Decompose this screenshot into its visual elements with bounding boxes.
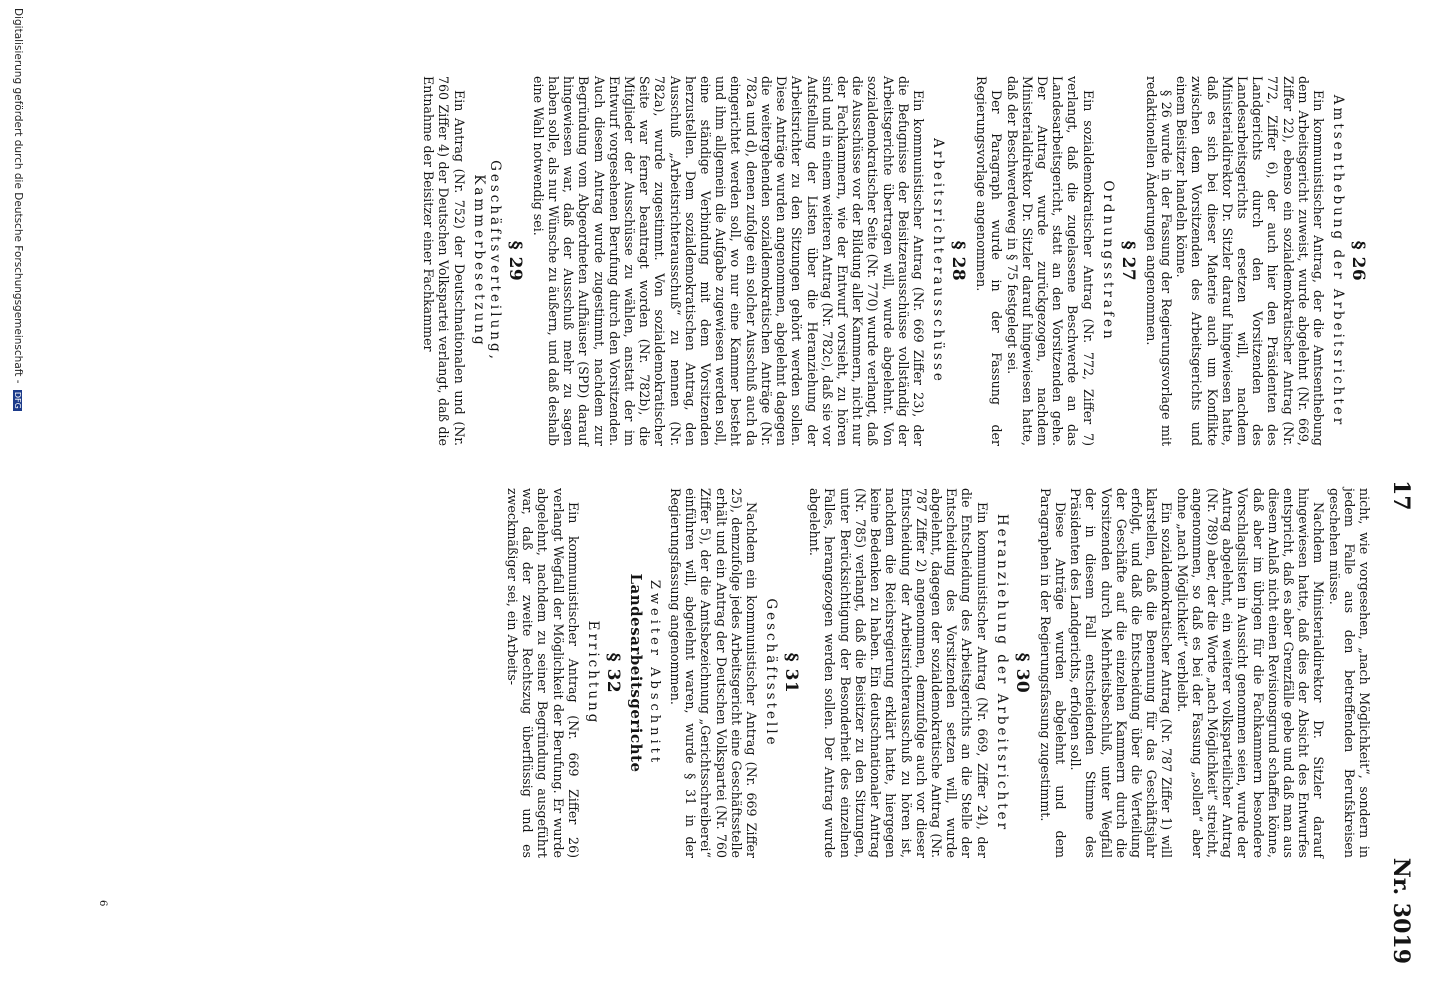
paragraph: Ein kommunistischer Antrag (Nr. 669, Ziffer 24), der die Entscheidung des Arbeitsgerichts an die Stelle der Entscheidung des Vorsitzenden setzen will, wurde abgelehnt, dagegen der sozialdemokratische Antrag (Nr. 787 Ziffer 2) angenommen, demzufolge auch vor dieser Entscheidung der Arbeitsrichterausschuß zu hören ist, nachdem die Reichsregierung erklärt hatte, hiergegen keine Bedenken zu haben. Ein deutschnationaler Antrag (Nr. 785) verlangt, daß die Beisitzer zu den Sitzungen, unter Berücksichtigung der Besonderheit des einzelnen Falles, herangezogen werden sollen. Der Antrag wurde abgelehnt. bbox=[807, 488, 990, 858]
section bbox=[974, 76, 1138, 446]
paragraph: Ein kommunistischer Antrag, der die Amtsenthebung dem Arbeitsgericht zuweist, wurde abgelehnt (Nr. 669, Ziffer 22), ebenso ein sozialdemokratischer Antrag (Nr. 772, Ziffer 6), der auch hier den Präsidenten des Landgerichts durch den Vorsitzenden des Landesarbeitsgerichts ersetzen will, nachdem Ministerialdirektor Dr. Sitzler darauf hingewiesen hatte, daß es sich bei dieser Materie auch um Konflikte zwischen dem Vorsitzenden des Arbeitsgerichts und einem Beisitzer handeln könne. bbox=[1174, 76, 1326, 446]
signature-mark: 6 bbox=[97, 900, 108, 907]
section-subtitle: Amtsenthebung der Arbeitsrichter bbox=[1330, 94, 1346, 428]
section-title: § 30 bbox=[1011, 652, 1032, 694]
left-column bbox=[415, 76, 1372, 446]
section bbox=[807, 488, 1031, 858]
section-subtitle: Errichtung bbox=[584, 620, 601, 726]
digitization-footer bbox=[12, 8, 24, 411]
page-header bbox=[1378, 0, 1414, 1000]
paragraph: Ein kommunistischer Antrag (Nr. 669 Ziffer 26) verlangt Wegfall der Möglichkeit der Berufung. Er wurde abgelehnt, nachdem zu seiner Begründung ausgeführt war, daß der zweite Rechtszug überflüssig und es zweckmäßiger sei, ein Arbeits- bbox=[505, 488, 581, 858]
paragraph: Nachdem ein kommunistischer Antrag (Nr. 669 Ziffer 25), demzufolge jedes Arbeitsgericht eine Geschäftsstelle erhält und ein Antrag der Deutschen Volkspartei (Nr. 760 Ziffer 5), der die Amtsbezeichnung „Gerichtsschreiberei“ einführen will, abgelehnt waren, wurde § 31 in der Regierungsfassung angenommen. bbox=[668, 488, 760, 858]
section-title: § 29 bbox=[504, 240, 525, 282]
footer-text: Digitalisierung gefördert durch die Deutsche Forschungsgemeinschaft - bbox=[12, 8, 24, 384]
part-label: Zweiter Abschnitt bbox=[646, 579, 662, 767]
paragraph: Ein kommunistischer Antrag (Nr. 669 Ziffer 23), der die Befugnisse der Beisitzerausschüsse vollständig der Arbeitsgerichte übertragen will, wurde abgelehnt. Von sozialdemokratischer Seite (Nr. 770) wurde verlangt, daß die Ausschüsse vor der Bildung aller Kammern, nicht nur der Fachkammern, wie der Entwurf vorsieht, zu hören sind und in einem weiteren Antrag (Nr. 782c), daß sie vor Aufstellung der Listen über die Heranziehung der Arbeitsrichter zu den Sitzungen gehört werden sollen. Diese Anträge wurden angenommen, abgelehnt dagegen die weitergehenden sozialdemokratischen Anträge (Nr. 782a und d), denen zufolge ein solcher Ausschuß auch da eingerichtet werden soll, wo nur eine Kammer besteht und ihm allgemein die Aufgabe zugewiesen werden soll, eine ständige Verbindung mit dem Vorsitzenden herzustellen. Dem sozialdemokratischen Antrag, den Ausschuß „Arbeitsrichterausschuß“ zu nennen (Nr. 782a), wurde zugestimmt. Von sozialdemokratischer Seite war ferner beantragt worden (Nr. 782b), die Mitglieder der Ausschüsse zu wählen, anstatt der im Entwurf vorgesehenen Berufung durch den Vorsitzenden. Auch diesem Antrag wurde zugestimmt, nachdem zur Begründung vom Abgeordneten Aufhäuser (SPD) darauf hingewiesen war, daß der Ausschuß mehr zu sagen haben solle, als nur Wünsche zu äußern, und daß deshalb eine Wahl notwendig sei. bbox=[530, 76, 926, 446]
issue-number: Nr. 3019 bbox=[1388, 857, 1414, 964]
page-number: 17 bbox=[1388, 480, 1414, 511]
section-subtitle: Arbeitsrichterausschüsse bbox=[929, 138, 946, 384]
section-title: § 28 bbox=[947, 240, 968, 282]
section bbox=[1144, 76, 1368, 446]
section-subtitle: Ordnungsstrafen bbox=[1099, 180, 1116, 342]
section bbox=[505, 488, 623, 858]
paragraph: Nachdem Ministerialdirektor Dr. Sitzler darauf hingewiesen hatte, daß dies der Absicht des Entwurfes entspricht, daß es aber Grenzfälle gebe und daß man aus diesem Anlaß nicht einen Revisionsgrund schaffen könne, daß aber im übrigen für die Fachkammern besondere Vorschlagslisten in Aussicht genommen seien, wurde der Antrag abgelehnt, ein weiterer volksparteilicher Antrag (Nr. 789) aber, der die Worte „nach Möglichkeit“ streicht, angenommen, so daß es bei der Fassung „sollen“ aber ohne „nach Möglichkeit“ verbleibt. bbox=[1174, 488, 1327, 858]
section bbox=[1038, 488, 1372, 858]
paragraph: Ein sozialdemokratischer Antrag (Nr. 787 Ziffer 1) will klarstellen, daß die Benennung für das Geschäftsjahr erfolgt, und daß die Entscheidung über die Verteilung der Geschäfte auf die einzelnen Kammern durch die Vorsitzenden durch Mehrheitsbeschluß, unter Wegfall der in diesem Fall entscheidenden Stimme des Präsidenten des Landgerichts, erfolgen soll. bbox=[1068, 488, 1175, 858]
section-title: § 31 bbox=[781, 652, 802, 694]
section bbox=[531, 76, 968, 446]
paragraph: Ein sozialdemokratischer Antrag (Nr. 772, Ziffer 7) verlangt, daß die zugelassene Beschwerde an das Landesarbeitsgericht, statt an den Vorsitzenden gehe. Der Antrag wurde zurückgezogen, nachdem Ministerialdirektor Dr. Sitzler darauf hingewiesen hatte, daß der Beschwerdeweg in § 75 festgelegt sei. bbox=[1004, 76, 1096, 446]
section-title: § 26 bbox=[1348, 240, 1368, 282]
section-subtitle: Geschäftsstelle bbox=[763, 598, 780, 748]
paragraph: § 26 wurde in der Fassung der Regierungsvorlage mit redaktionellen Änderungen angenommen. bbox=[1143, 76, 1174, 446]
part-title: Landesarbeitsgerichte bbox=[626, 573, 645, 773]
section bbox=[421, 76, 525, 446]
paragraph: Ein Antrag (Nr. 752) der Deutschnationalen und (Nr. 760 Ziffer 4) der Deutschen Volkspartei verlangt, daß die Entnahme der Beisitzer einer Fachkammer bbox=[421, 76, 467, 446]
section-subtitle: Geschäftsverteilung, Kammerbesetzung bbox=[470, 160, 503, 362]
section-title: § 32 bbox=[602, 652, 623, 694]
paragraph: Der Paragraph wurde in der Fassung der Regierungsvorlage angenommen. bbox=[974, 76, 1005, 446]
paragraph: Diese Anträge wurden abgelehnt und dem Paragraphen in der Regierungsfassung zugestimmt. bbox=[1037, 488, 1068, 858]
dfg-logo-icon: DFG bbox=[13, 391, 22, 409]
section-subtitle: Heranziehung der Arbeitsrichter bbox=[993, 513, 1010, 833]
section-title: § 27 bbox=[1117, 240, 1138, 282]
section bbox=[668, 488, 801, 858]
paragraph: nicht, wie vorgesehen, „nach Möglichkeit“, sondern in jedem Falle aus den betreffenden Berufskreisen geschehen müsse. bbox=[1326, 488, 1372, 858]
right-column bbox=[499, 488, 1372, 858]
